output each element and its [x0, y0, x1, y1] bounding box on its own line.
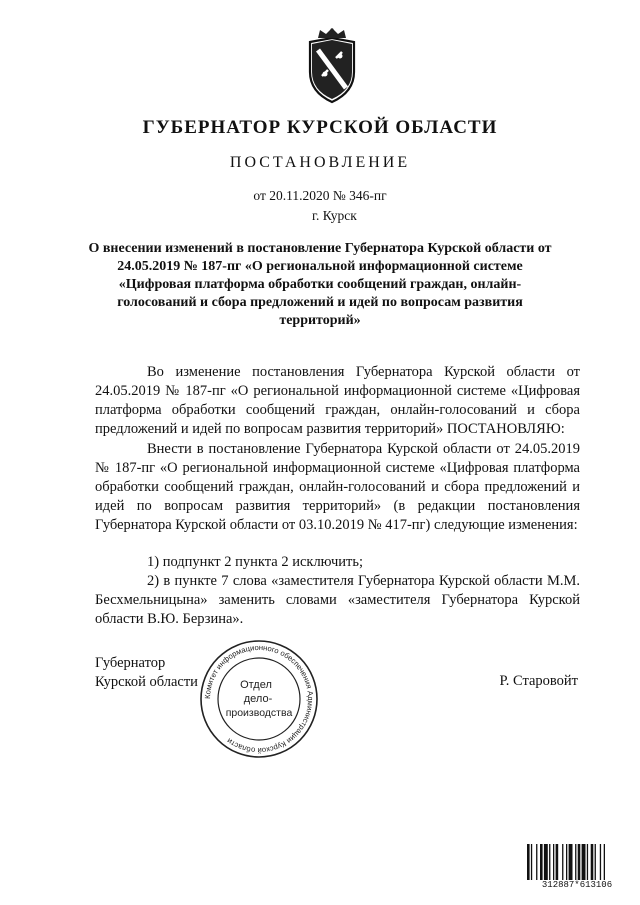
kursk-coat-of-arms-icon — [300, 28, 364, 106]
office-stamp — [198, 638, 320, 760]
stamp-line: дело- — [243, 693, 273, 705]
barcode-bar — [604, 844, 605, 880]
barcode-bar — [536, 844, 537, 880]
stamp-line: производства — [225, 707, 293, 719]
list-item: 2) в пункте 7 слова «заместителя Губернатора Курской области М.М. Бесхмельницына» заменить словами «заместителя Губернатора Курской области В.Ю. Берзина». — [95, 573, 580, 627]
barcode-bar — [544, 844, 548, 880]
signatory-name: Р. Старовойт — [499, 673, 578, 689]
signatory-position-line: Губернатор — [95, 655, 166, 671]
main-paragraph: Внести в постановление Губернатора Курской области от 24.05.2019 № 187-пг «О региональной информационной системе «Цифровая платформа обработки сообщений граждан, онлайн-голосований и сбора предложений и идей по вопросам развития территорий» (в редакции постановления Губернатора Курской области от 03.10.2019 № 417-пг) следующие изменения: — [95, 441, 580, 533]
document-type: ПОСТАНОВЛЕНИЕ — [229, 154, 411, 171]
barcode-bar — [569, 844, 573, 880]
document-subject: О внесении изменений в постановление Губернатора Курской области от 24.05.2019 № 187-пг «О региональной информационной системе «Цифровая платформа обработки сообщений граждан, онлайн-голосований и сбора предложений и идей по вопросам развития территорий» — [88, 241, 552, 328]
barcode-bar — [531, 844, 532, 880]
list-item: 1) подпункт 2 пункта 2 исключить; — [147, 554, 363, 570]
barcode-bar — [527, 844, 530, 880]
barcode-bar — [540, 844, 543, 880]
barcode-bar — [549, 844, 550, 880]
barcode-bar — [556, 844, 559, 880]
document-date-number: от 20.11.2020 № 346-пг — [253, 188, 387, 203]
barcode-bar — [566, 844, 567, 880]
barcode-bar — [600, 844, 601, 880]
barcode-bar — [591, 844, 594, 880]
preamble-paragraph: Во изменение постановления Губернатора Курской области от 24.05.2019 № 187-пг «О региональной информационной системе «Цифровая платформа обработки сообщений граждан, онлайн-голосований и сбора предложений и идей по вопросам развития территорий» ПОСТАНОВЛЯЮ: — [95, 364, 580, 437]
barcode-bar — [587, 844, 588, 880]
signatory-position-line: Курской области — [95, 674, 198, 690]
stamp-line: Отдел — [240, 679, 272, 691]
stamp-ring-text: Комитет информационного обеспечения Администрации Курской области — [202, 642, 316, 756]
barcode-bar — [553, 844, 554, 880]
barcode-bar — [562, 844, 563, 880]
barcode-bar — [595, 844, 596, 880]
signatory-position — [95, 654, 198, 692]
barcode-bar — [575, 844, 576, 880]
barcode-number: 312887*613106 — [527, 880, 627, 891]
barcode-bar — [582, 844, 586, 880]
barcode-bar — [578, 844, 581, 880]
document-city: г. Курск — [312, 208, 357, 223]
document-title: ГУБЕРНАТОР КУРСКОЙ ОБЛАСТИ — [142, 117, 498, 138]
